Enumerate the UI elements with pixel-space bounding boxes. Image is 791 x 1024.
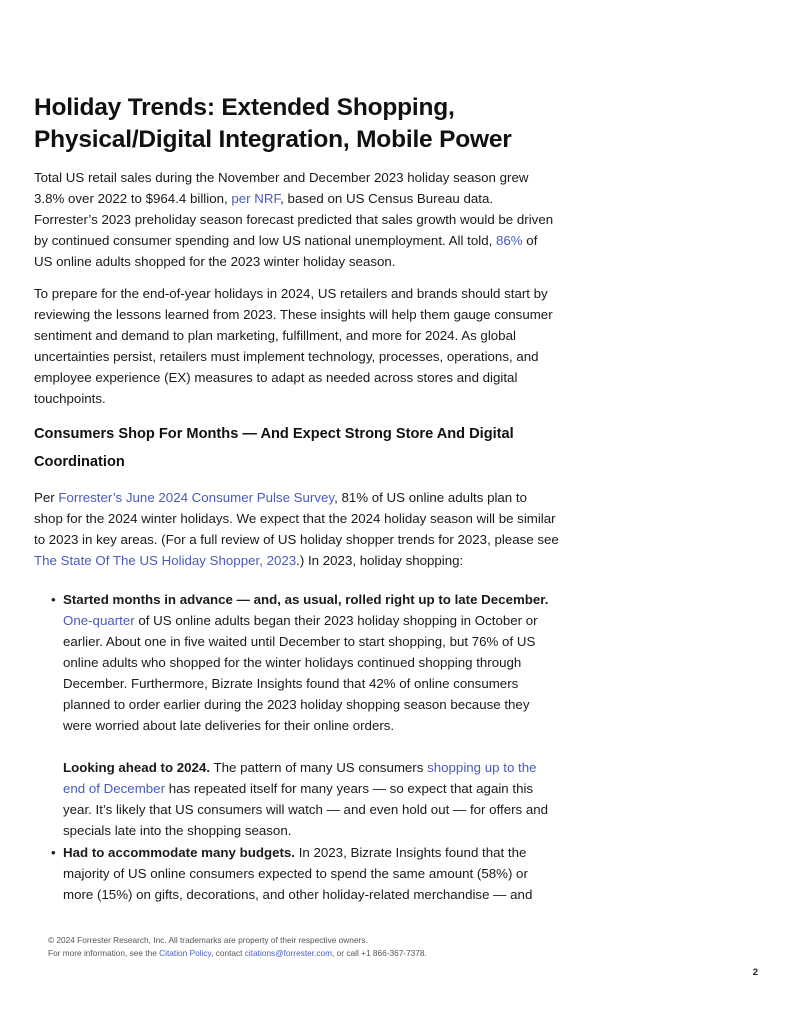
bullet-lead: Had to accommodate many budgets.	[63, 845, 296, 860]
survey-text-1: Per	[34, 490, 59, 505]
sub-lead: Looking ahead to 2024.	[63, 760, 211, 775]
bullet-text: of US online adults began their 2023 holiday shopping in October or earlier. About one in five waited until December to start shopping, but 76% of US online adults who shopped for the winter holidays continued shopping through December. Furthermore, Bizrate Insights found that 42% of online consumers planned to order earlier during the 2023 holiday shopping season because they were worried about late deliveries for their online orders.	[63, 613, 538, 733]
page-footer	[48, 934, 427, 960]
citations-email-link[interactable]: citations@forrester.com	[244, 948, 333, 958]
intro-text-3: of US online adults shopped for the 2023 winter holiday season.	[34, 233, 538, 269]
copyright-line: © 2024 Forrester Research, Inc. All trademarks are property of their respective owners.	[48, 935, 368, 945]
consumer-pulse-survey-link[interactable]: Forrester’s June 2024 Consumer Pulse Survey	[58, 490, 335, 505]
holiday-shopper-report-link[interactable]: The State Of The US Holiday Shopper, 2023	[34, 553, 297, 568]
bullet-subparagraph	[63, 757, 559, 841]
footer-text-3: , or call +1 866-367-7378.	[332, 948, 427, 958]
bullet-marker: •	[51, 845, 56, 860]
bullet-lead: Started months in advance — and, as usual, rolled right up to late December.	[63, 592, 549, 607]
footer-text-2: , contact	[211, 948, 245, 958]
one-quarter-link[interactable]: One-quarter	[63, 613, 135, 628]
survey-paragraph	[34, 487, 559, 571]
per-nrf-link[interactable]: per NRF	[231, 191, 281, 206]
citation-policy-link[interactable]: Citation Policy	[159, 948, 212, 958]
shopping-late-december-link[interactable]: shopping up to the end of December	[63, 760, 537, 796]
page-title: Holiday Trends: Extended Shopping, Physical/Digital Integration, Mobile Power	[34, 94, 512, 153]
86-percent-link[interactable]: 86%	[495, 233, 523, 248]
intro-text-1: Total US retail sales during the November and December 2023 holiday season grew 3.8% over 2022 to $964.4 billion,	[34, 170, 529, 206]
intro-text-2: , based on US Census Bureau data. Forrester’s 2023 preholiday season forecast predicted that sales growth would be driven by continued consumer spending and low US national unemployment. All told,	[34, 191, 554, 248]
citation-line	[48, 947, 427, 960]
footer-text-1: For more information, see the	[48, 948, 160, 958]
list-item	[34, 842, 559, 905]
bullet-list	[34, 589, 559, 905]
page-number: 2	[752, 967, 758, 978]
document-page	[34, 92, 559, 906]
survey-text-3: .) In 2023, holiday shopping:	[296, 553, 464, 568]
sub-text-1: The pattern of many US consumers	[210, 760, 428, 775]
bullet-text: In 2023, Bizrate Insights found that the majority of US online consumers expected to spend the same amount (58%) or more (15%) on gifts, decorations, and other holiday-related merchandise — and	[63, 845, 533, 902]
bullet-marker: •	[51, 592, 56, 607]
survey-text-2: , 81% of US online adults plan to shop for the 2024 winter holidays. We expect that the 2024 holiday season will be similar to 2023 in key areas. (For a full review of US holiday shopper trends for 2023, please see	[34, 490, 559, 547]
list-item	[34, 589, 559, 841]
section-subheading: Consumers Shop For Months — And Expect Strong Store And Digital Coordination	[34, 426, 514, 470]
intro-paragraph	[34, 167, 559, 272]
prepare-paragraph: To prepare for the end-of-year holidays in 2024, US retailers and brands should start by reviewing the lessons learned from 2023. These insights will help them gauge consumer sentiment and demand to plan marketing, fulfillment, and more for 2024. As global uncertainties persist, retailers must implement technology, processes, operations, and employee experience (EX) measures to adapt as needed across stores and digital touchpoints.	[34, 286, 553, 406]
sub-text-2: has repeated itself for many years — so expect that again this year. It’s likely that US consumers will watch — and even hold out — for offers and specials late into the shopping season.	[63, 781, 549, 838]
